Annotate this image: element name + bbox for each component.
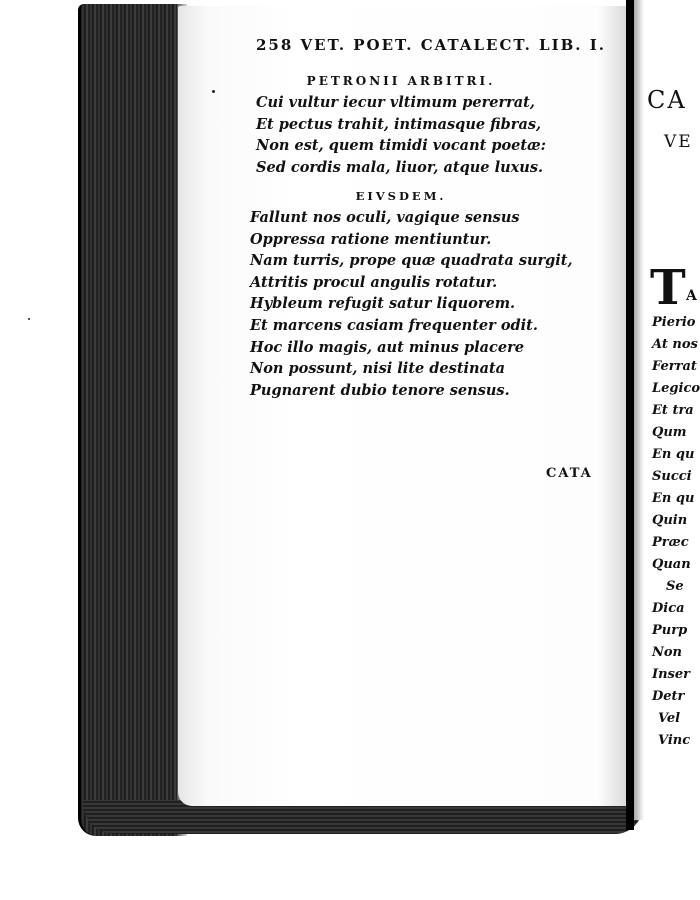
- line-fragment: Qum: [652, 425, 687, 440]
- running-head: 258 VET. POET. CATALECT. LIB. I.: [256, 36, 606, 54]
- catchword: CATA: [546, 466, 593, 481]
- line-fragment: At nos: [652, 337, 698, 352]
- poem1-title: PETRONII ARBITRI.: [306, 74, 496, 88]
- line-fragment: Succi: [652, 469, 692, 484]
- poem1: [256, 92, 546, 178]
- poem2-title: EIVSDEM.: [355, 189, 447, 203]
- line-fragment: Legico: [652, 381, 700, 396]
- verse-line: Fallunt nos oculi, vagique sensus: [250, 209, 520, 226]
- right-page-subheading: VE: [664, 132, 693, 152]
- line-fragment: Vel: [658, 711, 681, 726]
- line-fragment: Se: [666, 579, 684, 594]
- verse-line: Pugnarent dubio tenore sensus.: [250, 381, 510, 399]
- verse-line: Sed cordis mala, liuor, atque luxus.: [256, 158, 544, 176]
- line-fragment: Quin: [652, 513, 688, 528]
- verse-line: Hoc illo magis, aut minus placere: [250, 338, 524, 356]
- verse-line: Cui vultur iecur vltimum pererrat,: [256, 94, 535, 111]
- line-fragment: Inser: [652, 667, 690, 682]
- line-fragment: Purp: [652, 623, 688, 638]
- line-fragment: Vinc: [658, 733, 691, 748]
- verse-line: Non possunt, nisi lite destinata: [250, 360, 506, 378]
- verse-line: Et marcens casiam frequenter odit.: [250, 316, 538, 334]
- book-page-edges: [78, 4, 181, 836]
- drop-cap-continuation: A: [686, 288, 697, 304]
- line-fragment: En qu: [652, 447, 695, 462]
- verse-line: Non est, quem timidi vocant poetæ:: [256, 137, 546, 155]
- ink-speck: [212, 90, 215, 93]
- verse-line: Nam turris, prope quæ quadrata surgit,: [250, 252, 573, 270]
- line-fragment: Ferrat: [652, 359, 697, 374]
- verse-line: Et pectus trahit, intimasque fibras,: [256, 115, 542, 133]
- line-fragment: Dica: [652, 601, 685, 616]
- drop-cap: T: [650, 260, 686, 316]
- verse-line: Hybleum refugit satur liquorem.: [250, 295, 516, 313]
- ink-speck: [28, 318, 30, 320]
- line-fragment: Et tra: [652, 403, 694, 418]
- verse-line: Oppressa ratione mentiuntur.: [250, 230, 492, 248]
- line-fragment: Pierio: [652, 315, 696, 330]
- poem2: [250, 207, 573, 401]
- line-fragment: Non: [652, 645, 683, 660]
- line-fragment: Detr: [652, 689, 685, 704]
- line-fragment: En qu: [652, 491, 695, 506]
- book-gutter: [626, 0, 634, 830]
- verse-line: Attritis procul angulis rotatur.: [250, 273, 498, 291]
- right-page-heading: CA: [647, 86, 687, 114]
- line-fragment: Quan: [652, 557, 691, 572]
- right-page-lines: [652, 312, 700, 752]
- line-fragment: Præc: [652, 535, 689, 550]
